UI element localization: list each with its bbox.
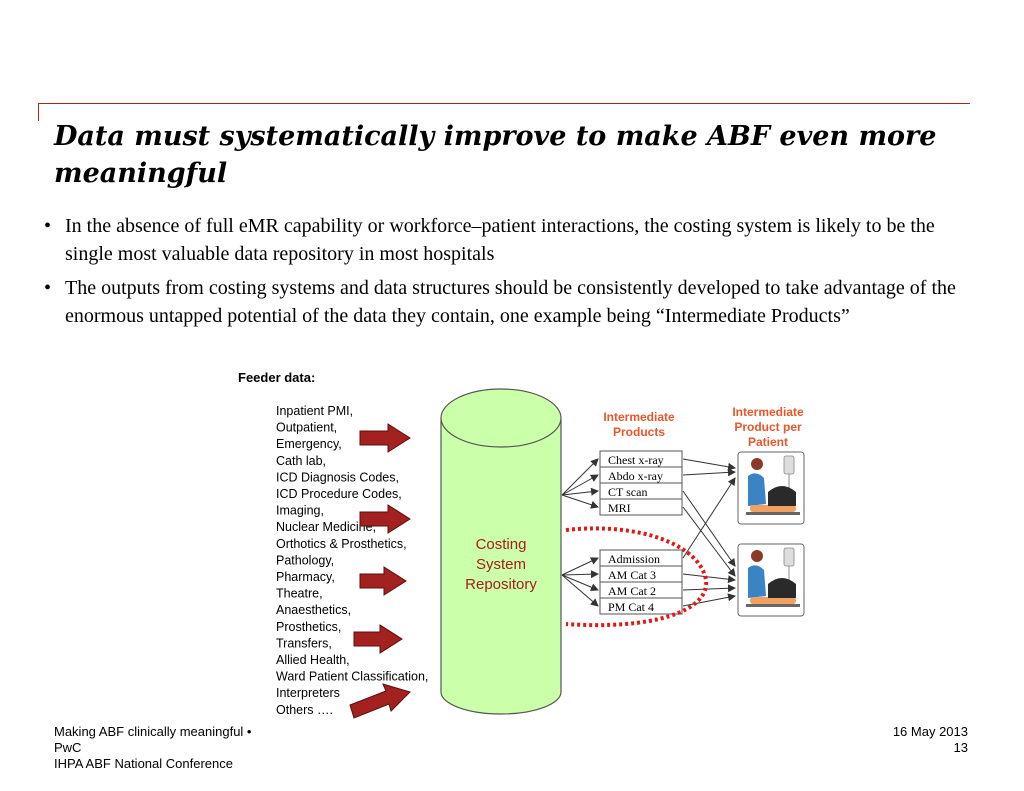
feeder-item: Orthotics & Prosthetics, (276, 536, 407, 551)
feeder-item: Emergency, (276, 437, 342, 452)
admission-products-box (600, 550, 682, 614)
arrow-right-icon (354, 625, 402, 653)
feeder-list (276, 404, 428, 717)
feeder-item: Interpreters (276, 686, 340, 701)
feeder-item: Inpatient PMI, (276, 404, 354, 418)
feeder-item: Pathology, (276, 553, 335, 568)
bullet-text: In the absence of full eMR capability or workforce–patient interactions, the costing system is likely to be the single most valuable data repository in most hospitals (65, 215, 935, 265)
footer-left (54, 724, 251, 772)
product-label: PM Cat 4 (608, 600, 655, 614)
feeder-item: ICD Procedure Codes, (276, 487, 402, 501)
intermediate-products-heading: Intermediate (603, 410, 675, 424)
product-label: Chest x-ray (608, 453, 664, 467)
feeder-item: Imaging, (276, 503, 324, 518)
feeder-item: Allied Health, (276, 653, 350, 667)
footer-company: PwC (54, 740, 82, 755)
intermediate-products-heading: Products (612, 425, 666, 439)
bullet-item: • In the absence of full eMR capability or workforce–patient interactions, the costing system is likely to be the single most valuable data repository in most hospitals (44, 215, 935, 265)
patient-icon (738, 452, 804, 524)
ipp-heading: Intermediate (732, 405, 804, 419)
product-label: Admission (608, 552, 661, 566)
product-to-patient-arrows (683, 459, 735, 606)
product-label: AM Cat 3 (608, 568, 656, 582)
product-label: AM Cat 2 (608, 584, 656, 598)
slide-title: Data must systematically improve to make ABF even more meaningful (54, 121, 937, 189)
feeder-item: ICD Diagnosis Codes, (276, 470, 399, 485)
arrow-right-icon (350, 684, 410, 718)
page-number: 13 (953, 740, 968, 755)
footer-conference: IHPA ABF National Conference (54, 756, 233, 771)
repository-line: System (475, 556, 527, 573)
repository-line: Repository (465, 576, 537, 593)
footer-date: 16 May 2013 (892, 724, 968, 739)
feeder-item: Ward Patient Classification, (276, 669, 429, 684)
feeder-item: Transfers, (276, 636, 332, 651)
bullet-item: • The outputs from costing systems and data structures should be consistently developed to take advantage of the enormous untapped potential of the data they contain, one example being “Intermediate Products” (44, 277, 956, 327)
feeder-item: Cath lab, (276, 453, 327, 468)
footer-event: Making ABF clinically meaningful • (54, 724, 252, 739)
repository-line: Costing (475, 536, 527, 553)
ipp-heading: Product per (734, 420, 802, 434)
footer-right (893, 724, 968, 756)
product-label: Abdo x-ray (608, 469, 663, 483)
feeder-item: Theatre, (276, 586, 323, 601)
feeder-item: Outpatient, (276, 420, 338, 435)
product-label: CT scan (608, 485, 648, 499)
feeder-item: Pharmacy, (276, 570, 335, 584)
feeder-item: Nuclear Medicine, (276, 520, 377, 535)
feeder-item: Others …. (276, 702, 333, 717)
product-label: MRI (608, 501, 631, 515)
cylinder-to-product-arrows (562, 459, 598, 606)
ipp-heading: Patient (747, 435, 789, 449)
imaging-products-box (600, 451, 682, 515)
bullet-text: The outputs from costing systems and data structures should be consistently developed to take advantage of the enormous untapped potential of the data they contain, one example being “Intermediate Products” (65, 277, 956, 327)
arrow-right-icon (360, 424, 410, 452)
feeder-heading: Feeder data: (238, 370, 316, 385)
feeder-item: Prosthetics, (276, 619, 342, 634)
arrow-right-icon (360, 567, 406, 595)
patient-icon (738, 544, 804, 616)
feeder-item: Anaesthetics, (276, 603, 352, 618)
